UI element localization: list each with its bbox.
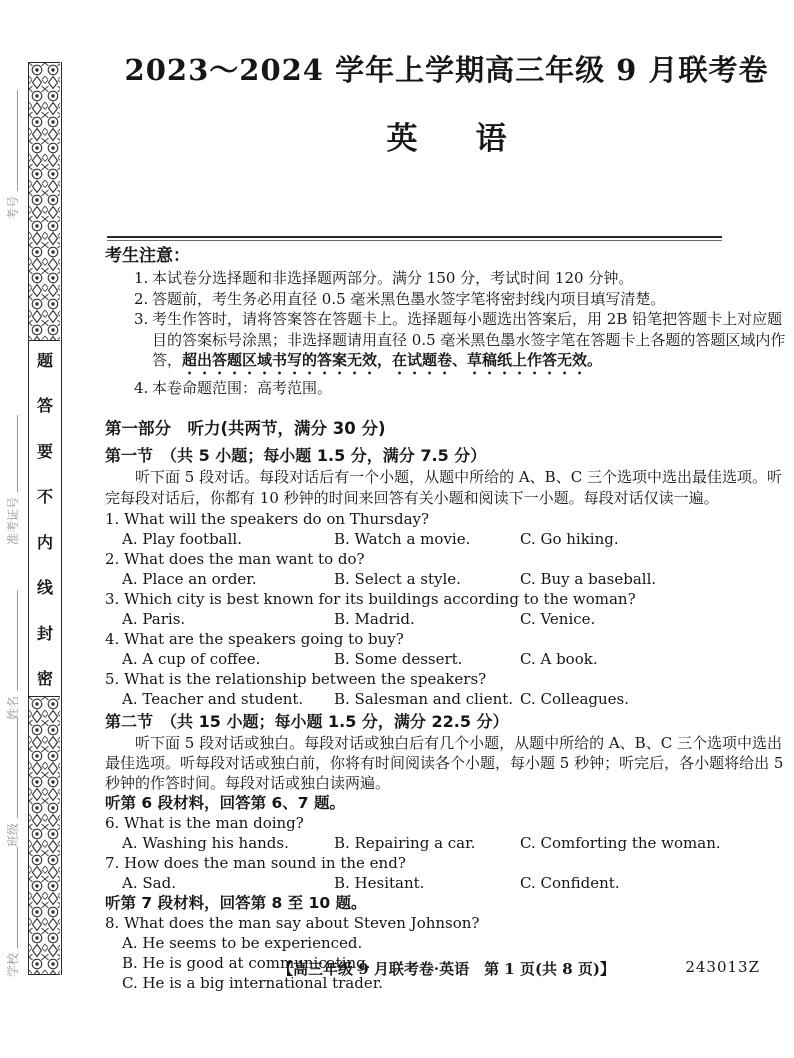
options-row	[105, 873, 788, 893]
seal-field	[5, 90, 21, 220]
seal-field	[5, 717, 21, 847]
divider-rule	[107, 236, 722, 241]
question	[105, 813, 788, 853]
notice-item-emphasis: 超出答题区域书写的答案无效，在试题卷、草稿纸上作答无效。	[182, 351, 603, 369]
option-b: B. Repairing a car.	[334, 833, 476, 852]
option-c: C. Colleagues.	[520, 689, 630, 708]
question	[105, 509, 788, 549]
option-b: B. Hesitant.	[334, 873, 425, 892]
lace-pattern-top-icon	[29, 62, 60, 341]
notice-item	[105, 309, 788, 378]
option-c: C. Venice.	[520, 609, 596, 628]
footer-text: 【高三年级 9 月联考卷·英语 第 1 页(共 8 页)】	[277, 960, 616, 978]
exam-content	[105, 0, 788, 993]
seal-field	[5, 415, 21, 545]
option-b: B. Some dessert.	[334, 649, 463, 668]
notice-item	[105, 378, 788, 399]
seal-caption	[29, 341, 61, 696]
options-row	[105, 529, 788, 549]
seal-field-label: 学校	[6, 952, 20, 977]
notice-heading: 考生注意：	[105, 246, 190, 266]
notice-item	[105, 268, 788, 289]
notice-item	[105, 289, 788, 310]
option-a: A. Washing his hands.	[122, 833, 289, 852]
notice-section	[105, 245, 788, 399]
seal-field-line	[17, 415, 18, 492]
option-b: B. He is good at communicating.	[122, 953, 371, 972]
material-line-2: 听第 7 段材料，回答第 8 至 10 题。	[105, 893, 367, 912]
option-c: C. Go hiking.	[520, 529, 619, 548]
option-a: A. Play football.	[122, 529, 242, 548]
question-text: 2. What does the man want to do?	[105, 549, 365, 568]
question	[105, 853, 788, 893]
option-b: B. Watch a movie.	[334, 529, 471, 548]
section1-title: 第一节	[105, 445, 154, 465]
question-text: 8. What does the man say about Steven Johnson?	[105, 913, 480, 932]
section2-meta: （共 15 小题；每小题 1.5 分，满分 22.5 分）	[169, 711, 509, 731]
option-a: A. Place an order.	[122, 569, 257, 588]
options-row	[105, 833, 788, 853]
seal-caption-char: 密	[36, 668, 53, 688]
seal-field-line	[17, 90, 18, 191]
question	[105, 629, 788, 669]
seal-field-label: 准考证号	[6, 496, 20, 545]
seal-field-label: 考号	[6, 195, 20, 220]
material-line-1: 听第 6 段材料，回答第 6、7 题。	[105, 793, 345, 812]
seal-field	[5, 847, 21, 977]
seal-caption-char: 内	[36, 532, 53, 552]
question	[105, 913, 788, 993]
options-row	[105, 569, 788, 589]
notice-item-text: 答题前，考生务必用直径 0.5 毫米黑色墨水签字笔将密封线内项目填写清楚。	[152, 289, 666, 308]
seal-caption-char: 线	[36, 578, 53, 598]
seal-caption-char: 不	[36, 487, 53, 507]
section1-meta: （共 5 小题；每小题 1.5 分，满分 7.5 分）	[169, 445, 487, 465]
option-c: C. A book.	[520, 649, 598, 668]
option-c: C. Confident.	[520, 873, 620, 892]
page-footer	[105, 958, 788, 979]
seal-field-label: 姓名	[6, 695, 20, 720]
question-text: 5. What is the relationship between the speakers?	[105, 669, 487, 688]
footer-code: 243013Z	[685, 958, 760, 976]
notice-item-text: 本卷命题范围：高考范围。	[152, 379, 333, 397]
seal-field-line	[17, 590, 18, 691]
seal-field-line	[17, 717, 18, 818]
notice-item-number: 2.	[134, 289, 149, 308]
seal-field-label: 班级	[6, 822, 20, 847]
option-c: C. Buy a baseball.	[520, 569, 657, 588]
section2-instructions: 听下面 5 段对话或独白。每段对话或独白后有几个小题，从题中所给的 A、B、C 三个选项中选出最佳选项。听每段对话或独白前，你将有时间阅读各个小题，每小题 5 秒钟；听完后，各小题将给出 5 秒钟的作答时间。每段对话或独白读两遍。	[105, 733, 784, 792]
question-text: 1. What will the speakers do on Thursday?	[105, 509, 430, 528]
notice-item-text: 考生作答时，请将答案答在答题卡上。选择题每小题选出答案后，用 2B 铅笔把答题卡上对应题目的答案标号涂黑；非选择题请用直径 0.5 毫米黑色墨水签字笔在答题卡上各题的答题区域内作答，	[152, 310, 786, 369]
seal-field-line	[17, 847, 18, 948]
question	[105, 669, 788, 709]
option-a: A. Sad.	[122, 873, 176, 892]
page-title: 2023～2024 学年上学期高三年级 9 月联考卷	[124, 53, 769, 87]
part1-heading: 第一部分 听力(共两节，满分 30 分)	[105, 418, 386, 438]
option-c: C. Comforting the woman.	[520, 833, 721, 852]
option-a: A. A cup of coffee.	[122, 649, 261, 668]
question-text: 4. What are the speakers going to buy?	[105, 629, 404, 648]
section1-instructions: 听下面 5 段对话。每段对话后有一个小题，从题中所给的 A、B、C 三个选项中选出最佳选项。听完每段对话后，你都有 10 秒钟的时间来回答有关小题和阅读下一小题。每段对话仅读一遍。	[105, 467, 782, 507]
section2-title: 第二节	[105, 711, 154, 731]
option-a: A. Teacher and student.	[122, 689, 304, 708]
question-text: 6. What is the man doing?	[105, 813, 304, 832]
option-a: A. He seems to be experienced.	[122, 933, 363, 952]
seal-field	[5, 590, 21, 720]
options-row	[105, 609, 788, 629]
question	[105, 549, 788, 589]
section2-heading	[105, 711, 788, 733]
lace-pattern-bottom-icon	[29, 696, 60, 975]
options-row	[105, 689, 788, 709]
seal-caption-char: 要	[36, 441, 53, 461]
option-b: B. Select a style.	[334, 569, 461, 588]
section1-heading	[105, 445, 788, 467]
subject-title	[105, 118, 788, 160]
notice-item-number: 3.	[134, 310, 149, 328]
seal-caption-char: 题	[36, 351, 53, 370]
option-c: C. He is a big international trader.	[122, 973, 384, 992]
notice-item-text: 本试卷分选择题和非选择题两部分。满分 150 分，考试时间 120 分钟。	[152, 269, 634, 287]
question-text: 7. How does the man sound in the end?	[105, 853, 406, 872]
notice-item-number: 1.	[134, 269, 149, 287]
option-b: B. Madrid.	[334, 609, 415, 628]
question-text: 3. Which city is best known for its buildings according to the woman?	[105, 589, 636, 608]
subject-char: 英	[386, 121, 418, 157]
options-row	[105, 649, 788, 669]
question	[105, 589, 788, 629]
seal-caption-char: 答	[36, 396, 53, 416]
notice-item-number: 4.	[134, 379, 149, 397]
seal-caption-char: 封	[36, 623, 53, 643]
option-b: B. Salesman and client.	[334, 689, 514, 708]
seal-band	[28, 62, 62, 975]
subject-char: 语	[475, 121, 507, 157]
option-a: A. Paris.	[122, 609, 186, 628]
